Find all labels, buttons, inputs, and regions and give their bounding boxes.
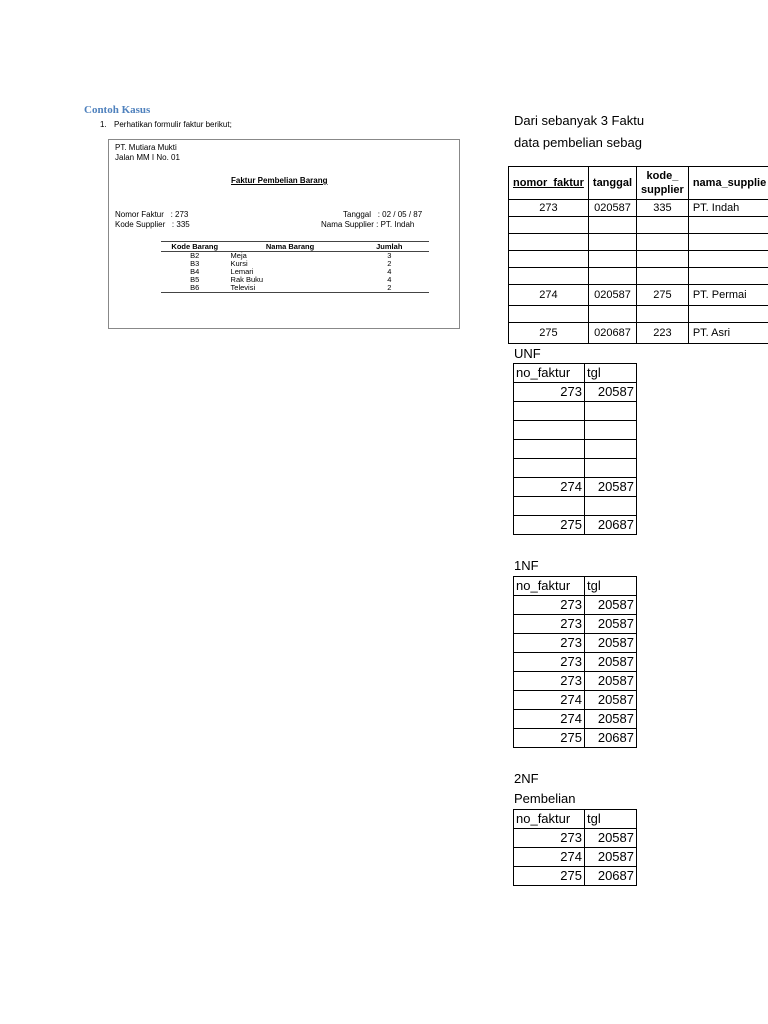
table-row (514, 672, 637, 691)
cell (688, 234, 768, 251)
cell: 20587 (585, 848, 637, 867)
cell (514, 421, 585, 440)
case-title: Contoh Kasus (84, 104, 151, 116)
cell: Lemari (230, 267, 254, 276)
cell: 275 (637, 285, 689, 306)
col-kode-supplier (637, 167, 689, 200)
cell (637, 234, 689, 251)
cell (509, 268, 589, 285)
table-row (514, 421, 637, 440)
cell: 335 (637, 200, 689, 217)
cell (514, 402, 585, 421)
cell: B3 (190, 259, 200, 268)
invoice-form (108, 139, 460, 329)
nf1-table (513, 576, 637, 748)
cell: 20587 (585, 634, 637, 653)
purchase-data-table (508, 166, 768, 344)
cell (585, 440, 637, 459)
unf-table (513, 363, 637, 535)
col-no-faktur: no_faktur (514, 577, 585, 596)
cell (509, 234, 589, 251)
invoice-nomor-faktur: Nomor Faktur : 273 (115, 210, 189, 219)
cell (585, 459, 637, 478)
table-row (514, 615, 637, 634)
cell: B6 (161, 284, 229, 293)
cell: 274 (509, 285, 589, 306)
table-row (514, 459, 637, 478)
cell (688, 268, 768, 285)
step-number: 1. (100, 120, 107, 129)
nf2-label: 2NF (514, 771, 539, 786)
cell: 020687 (588, 323, 636, 344)
cell (637, 217, 689, 234)
cell (688, 251, 768, 268)
cell: 20587 (585, 383, 637, 402)
table-row (509, 234, 768, 251)
col-nama-supplier: nama_supplie (688, 167, 768, 200)
cell: 274 (514, 848, 585, 867)
table-header-row (514, 810, 637, 829)
cell: Rak Buku (230, 275, 264, 284)
cell: 3 (387, 251, 392, 260)
cell: 274 (514, 710, 585, 729)
table-row (509, 251, 768, 268)
cell (588, 306, 636, 323)
cell (588, 251, 636, 268)
invoice-address: Jalan MM I No. 01 (115, 153, 180, 162)
cell: 20587 (585, 653, 637, 672)
cell (585, 402, 637, 421)
col-tgl: tgl (585, 364, 637, 383)
cell: B5 (190, 275, 200, 284)
cell (588, 217, 636, 234)
nf2-table (513, 809, 637, 886)
cell (637, 268, 689, 285)
table-row (514, 478, 637, 497)
cell: 020587 (588, 200, 636, 217)
table-row (514, 596, 637, 615)
cell: 273 (514, 596, 585, 615)
cell: 4 (387, 275, 392, 284)
table-row (514, 710, 637, 729)
unf-label: UNF (514, 346, 541, 361)
cell (509, 306, 589, 323)
cell: 223 (637, 323, 689, 344)
step-text: Perhatikan formulir faktur berikut; (114, 120, 232, 129)
cell: 273 (514, 383, 585, 402)
cell: 2 (350, 284, 429, 293)
cell (514, 440, 585, 459)
cell: 2 (387, 259, 392, 268)
col-tanggal: tanggal (588, 167, 636, 200)
cell (585, 497, 637, 516)
table-row (514, 383, 637, 402)
col-jumlah: Jumlah (350, 242, 429, 252)
cell: 274 (514, 478, 585, 497)
header-part: supplier (641, 184, 684, 196)
cell: 20587 (585, 478, 637, 497)
cell: 4 (387, 267, 392, 276)
invoice-title: Faktur Pembelian Barang (231, 176, 328, 185)
note-line-1: Dari sebanyak 3 Faktu (514, 113, 645, 128)
cell (688, 306, 768, 323)
table-row (514, 497, 637, 516)
cell (585, 421, 637, 440)
table-row (514, 829, 637, 848)
cell: 275 (514, 516, 585, 535)
cell (514, 459, 585, 478)
case-step (100, 120, 232, 129)
table-row (509, 200, 768, 217)
table-row (509, 306, 768, 323)
invoice-tanggal: Tanggal : 02 / 05 / 87 (343, 210, 423, 219)
table-header-row (514, 364, 637, 383)
col-no-faktur: no_faktur (514, 810, 585, 829)
cell: 273 (514, 653, 585, 672)
cell: 20687 (585, 516, 637, 535)
col-tgl: tgl (585, 810, 637, 829)
cell: 20687 (585, 867, 637, 886)
cell: 020587 (588, 285, 636, 306)
cell: 275 (514, 729, 585, 748)
table-row (514, 653, 637, 672)
table-row (514, 516, 637, 535)
cell: 273 (514, 672, 585, 691)
cell (509, 251, 589, 268)
table-row (514, 691, 637, 710)
table-header-row (514, 577, 637, 596)
note-line-2: data pembelian sebag (514, 135, 642, 150)
invoice-company: PT. Mutiara Mukti (115, 143, 177, 152)
cell: 274 (514, 691, 585, 710)
nf1-label: 1NF (514, 558, 539, 573)
cell: Televisi (229, 284, 350, 293)
table-row (514, 848, 637, 867)
cell: 20587 (585, 672, 637, 691)
cell (588, 268, 636, 285)
invoice-kode-supplier: Kode Supplier : 335 (115, 220, 190, 229)
cell: 20587 (585, 829, 637, 848)
cell (637, 306, 689, 323)
cell: 20687 (585, 729, 637, 748)
cell: 20587 (585, 710, 637, 729)
table-row (514, 440, 637, 459)
cell: 20587 (585, 691, 637, 710)
cell: PT. Indah (688, 200, 768, 217)
col-tgl: tgl (585, 577, 637, 596)
table-row (509, 268, 768, 285)
cell (509, 217, 589, 234)
cell (637, 251, 689, 268)
col-nama-barang: Nama Barang (229, 242, 350, 252)
table-row (514, 729, 637, 748)
col-no-faktur: no_faktur (514, 364, 585, 383)
cell: 20587 (585, 615, 637, 634)
cell: 20587 (585, 596, 637, 615)
cell: 275 (509, 323, 589, 344)
cell: 275 (514, 867, 585, 886)
cell: 273 (514, 615, 585, 634)
cell: 273 (514, 829, 585, 848)
table-row (509, 217, 768, 234)
cell: Kursi (230, 259, 248, 268)
invoice-nama-supplier: Nama Supplier : PT. Indah (321, 220, 415, 229)
cell (514, 497, 585, 516)
header-part: kode_ (646, 170, 679, 182)
cell: 273 (514, 634, 585, 653)
col-nomor-faktur: nomor_faktur (509, 167, 589, 200)
nf2-sublabel: Pembelian (514, 791, 576, 806)
table-row (514, 634, 637, 653)
table-row (514, 867, 637, 886)
cell (588, 234, 636, 251)
cell: PT. Asri (688, 323, 768, 344)
invoice-items-table (161, 241, 429, 293)
table-row (509, 285, 768, 306)
cell: Meja (230, 251, 247, 260)
cell: B4 (190, 267, 200, 276)
table-row (509, 323, 768, 344)
cell (688, 217, 768, 234)
cell: PT. Permai (688, 285, 768, 306)
col-kode-barang: Kode Barang (161, 242, 229, 252)
table-row (161, 284, 429, 293)
cell: 273 (509, 200, 589, 217)
cell: B2 (190, 251, 200, 260)
table-row (514, 402, 637, 421)
